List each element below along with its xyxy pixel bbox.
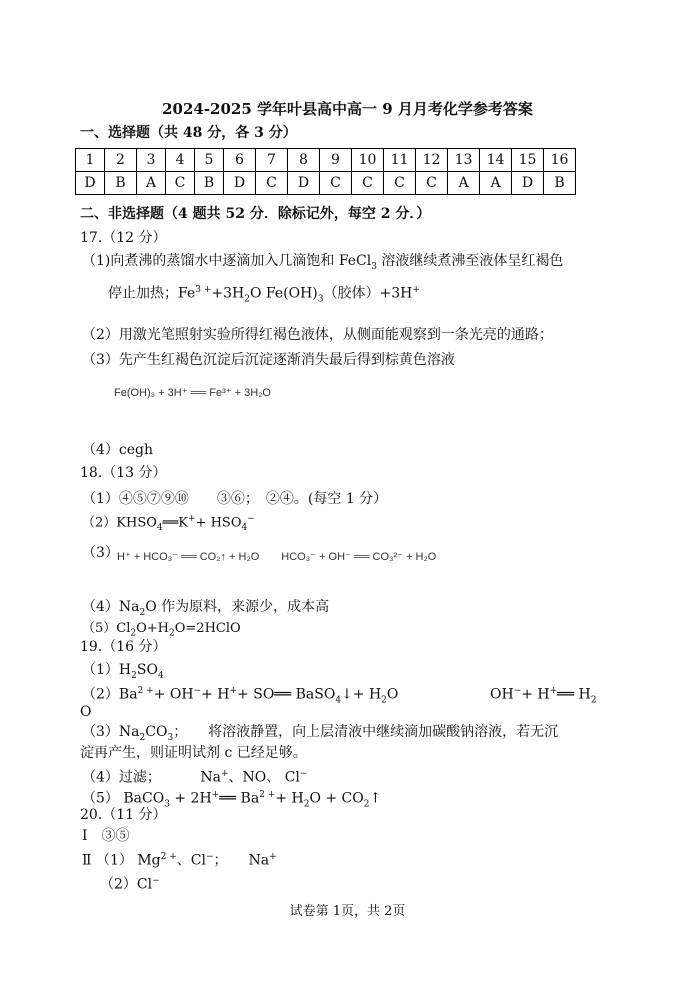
q17-answer-1-line2: 停止加热；$Fe^{3 +}+3H_2O$ $Fe(OH)_3$（胶体）+3H+ xyxy=(108,285,420,305)
table-cell: B xyxy=(544,172,576,195)
q20-part1: Ⅰ ③⑤ xyxy=(82,828,130,844)
table-row-answers xyxy=(76,172,576,195)
q20-part2-1: Ⅱ （1） $Mg^{2 +}$、Cl−； Na+ xyxy=(82,852,277,869)
table-cell: C xyxy=(320,172,352,195)
q19-answer-5: （5） BaCO$_3$ + 2H+══ $Ba^{2 +}+ H_2O$ + $CO_2↑$ xyxy=(82,790,382,810)
table-cell: D xyxy=(76,172,105,195)
table-cell: B xyxy=(105,172,137,195)
table-cell: 10 xyxy=(352,149,384,172)
table-cell: 5 xyxy=(195,149,224,172)
q20-heading: 20.（11 分） xyxy=(80,807,167,823)
table-cell: 6 xyxy=(224,149,256,172)
q19-answer-2b-wrap: O xyxy=(80,704,92,720)
q17-answer-4: （4）cegh xyxy=(82,442,154,458)
q19-answer-4: （4）过滤； Na+、NO、 Cl− xyxy=(82,769,308,786)
q18-heading: 18.（13 分） xyxy=(80,465,167,481)
table-cell: 14 xyxy=(480,149,512,172)
q19-answer-2: $(2)Ba^{2 +}+ OH^-+ H^++$ SO══ BaSO$_4$↓+ $H_2O$ xyxy=(82,686,399,706)
table-cell: 8 xyxy=(288,149,320,172)
q18-answer-4: $(4)Na_2O$ 作为原料，来源少，成本高 xyxy=(82,599,330,618)
table-cell: A xyxy=(480,172,512,195)
table-cell: D xyxy=(512,172,544,195)
table-cell: 7 xyxy=(256,149,288,172)
table-cell: A xyxy=(137,172,166,195)
table-cell: C xyxy=(256,172,288,195)
q18-answer-5: $(5)Cl_2O+H_2O=2HClO$ xyxy=(82,621,241,639)
table-cell: C xyxy=(416,172,448,195)
table-cell: C xyxy=(166,172,195,195)
q18-equations: H⁺ + HCO₃⁻ ══ CO₂↑ + H₂O HCO₃⁻ + OH⁻ ══ CO₃²⁻ + H₂O xyxy=(117,551,437,563)
table-cell: D xyxy=(288,172,320,195)
table-row-numbers xyxy=(76,149,576,172)
page-title: 2024-2025 学年叶县高中高一 9 月月考化学参考答案 xyxy=(162,100,533,118)
table-cell: C xyxy=(384,172,416,195)
table-cell: B xyxy=(195,172,224,195)
q19-answer-1: $(1)H_2SO_4$ xyxy=(82,662,164,681)
table-cell: 4 xyxy=(166,149,195,172)
q18-answer-1: （1）④⑤⑦⑨⑩ ③⑥； ②④。(每空 1 分） xyxy=(82,491,388,507)
q20-part2-2: （2）Cl− xyxy=(100,876,160,893)
answer-table xyxy=(75,148,576,195)
section-nonchoice-heading: 二、非选择题（4 题共 52 分．除标记外，每空 2 分．） xyxy=(80,206,431,222)
table-cell: 2 xyxy=(105,149,137,172)
q18-answer-3-label: （3） xyxy=(82,545,119,561)
table-cell: 16 xyxy=(544,149,576,172)
table-cell: 3 xyxy=(137,149,166,172)
q19-heading: 19.（16 分） xyxy=(80,639,167,655)
table-cell: C xyxy=(352,172,384,195)
table-cell: 12 xyxy=(416,149,448,172)
q17-answer-3: （3）先产生红褐色沉淀后沉淀逐渐消失最后得到棕黄色溶液 xyxy=(82,352,455,368)
table-cell: 13 xyxy=(448,149,480,172)
section-choice-heading: 一、选择题（共 48 分，各 3 分） xyxy=(80,125,297,141)
table-cell: 15 xyxy=(512,149,544,172)
q19-answer-3-line1: $(3)Na_2CO_3$； 将溶液静置，向上层清液中继续滴加碳酸钠溶液，若无沉 xyxy=(82,724,559,743)
q18-answer-2: $(2)KHSO_4══K^++ HSO_4^-$ xyxy=(82,514,255,533)
q17-answer-2: （2）用激光笔照射实验所得红褐色液体，从侧面能观察到一条光亮的通路； xyxy=(82,327,553,343)
table-cell: 11 xyxy=(384,149,416,172)
q17-answer-1-line1: （1)向煮沸的蒸馏水中逐滴加入几滴饱和 FeCl$_3$ 溶液继续煮沸至液体呈红褐色 xyxy=(82,253,564,272)
q17-equation: Fe(OH)₃ + 3H⁺ ══ Fe³⁺ + 3H₂O xyxy=(114,387,271,399)
table-cell: D xyxy=(224,172,256,195)
table-cell: 1 xyxy=(76,149,105,172)
q19-answer-2b: OH−+ H+══ $H_2$ xyxy=(490,686,597,706)
q19-answer-3-line2: 淀再产生，则证明试剂 c 已经足够。 xyxy=(80,745,307,761)
table-cell: A xyxy=(448,172,480,195)
table-cell: 9 xyxy=(320,149,352,172)
page-footer: 试卷第 1页，共 2页 xyxy=(289,904,406,919)
q17-heading: 17.（12 分） xyxy=(80,230,167,246)
